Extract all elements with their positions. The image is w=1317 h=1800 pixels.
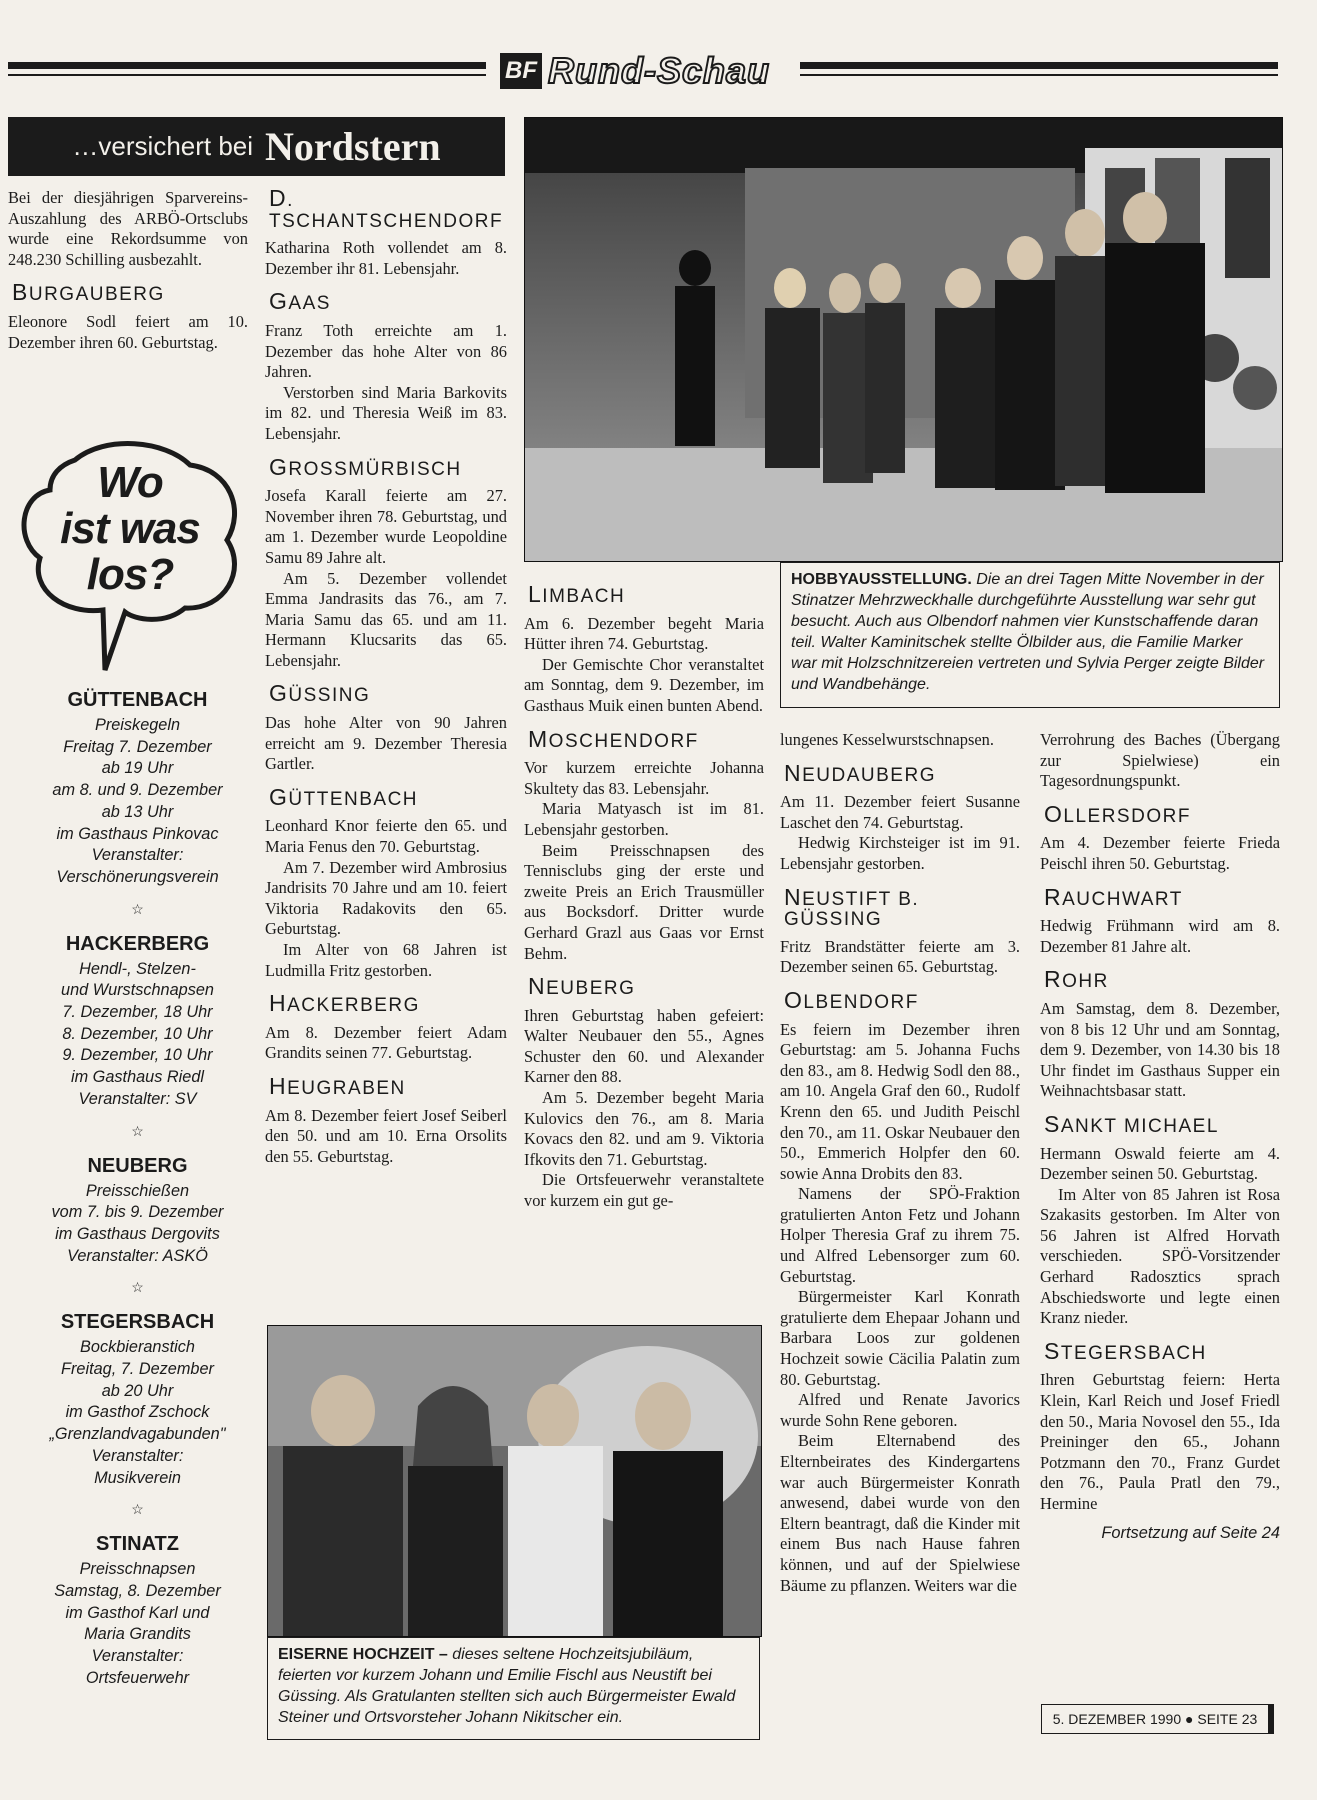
caption-exhibition-lead: HOBBYAUSSTELLUNG. <box>791 571 972 588</box>
paragraph: Der Gemischte Chor veranstaltet am Sonntag, dem 9. Dezember, im Gasthaus Muik einen bunten Abend. <box>524 654 764 715</box>
event-line: ab 20 Uhr <box>101 1381 174 1400</box>
bubble-line-3: los? <box>86 550 174 599</box>
events-column <box>15 685 260 1690</box>
event-line: Veranstalter: <box>91 1446 184 1465</box>
bf-logo: BF <box>500 53 542 89</box>
anniversary-photo <box>267 1325 762 1637</box>
paragraph: Josefa Karall feierte am 27. November ihren 78. Geburtstag, und am 1. Dezember wurde Leopoldine Samu 89 Jahre alt. <box>265 486 507 567</box>
paragraph: Am 5. Dezember vollendet Emma Jandrasits das 76., am 7. Maria Samu das 65. und am 11. Hermann Klucsarits das 65. Lebensjahr. <box>265 568 507 670</box>
star-separator-icon: ☆ <box>131 900 144 917</box>
paragraph: Am 4. Dezember feierte Frieda Peischl ihren 50. Geburtstag. <box>1040 833 1280 873</box>
place-heading-moschendorf: MOSCHENDORF <box>528 725 699 752</box>
nordstern-banner <box>8 117 505 176</box>
event-line: Maria Grandits <box>84 1625 191 1644</box>
event-line: am 8. und 9. Dezember <box>52 781 223 800</box>
anniversary-photo-art <box>268 1326 761 1636</box>
event-line: vom 7. bis 9. Dezember <box>51 1203 224 1222</box>
event-line: Freitag 7. Dezember <box>63 737 212 756</box>
event-line: Bockbieranstich <box>80 1338 195 1357</box>
paragraph: Es feiern im Dezember ihren Geburtstag: am 5. Johanna Fuchs den 83., am 8. Hedwig Sodl den 88., am 10. Angela Graf den 60., Rudolf Krenn den 65. und Judith Peischl den 70., am 11. Oskar Neubauer den 50., Emmerich Holpfer den 60. sowie Anna Drobits den 83. <box>780 1019 1020 1183</box>
exhibition-photo-art <box>525 118 1282 561</box>
place-heading-grossmurbisch: GROSSMÜRBISCH <box>269 453 462 480</box>
column-3 <box>524 570 764 1212</box>
column-4 <box>780 730 1020 1596</box>
caption-exhibition <box>780 562 1280 708</box>
place-heading-guttenbach: GÜTTENBACH <box>269 783 419 810</box>
caption-exhibition-text: Die an drei Tagen Mitte November in der Stinatzer Mehrzweckhalle durchgeführte Ausstellung war sehr gut besucht. Auch aus Olbendorf nahmen vier Kunstschaffende daran teil. Walter Kaminitschek stellte Ölbilder aus, die Familie Marker war mit Holzschnitzereien vertreten und Sylvia Perger zeigte Bilder und Wandbehänge. <box>791 571 1265 693</box>
footer-bullet-icon: ● <box>1185 1711 1194 1727</box>
event-line: im Gasthof Karl und <box>65 1603 210 1622</box>
place-heading-burgauberg: BURGAUBERG <box>12 279 165 306</box>
masthead-logo <box>500 50 790 92</box>
paragraph: Franz Toth erreichte am 1. Dezember das hohe Alter von 86 Jahren. <box>265 320 507 382</box>
paragraph: Vor kurzem erreichte Johanna Skultety das 83. Lebensjahr. <box>524 758 764 798</box>
paragraph: Die Ortsfeuerwehr veranstaltete vor kurzem ein gut ge- <box>524 1170 764 1211</box>
paragraph: Namens der SPÖ-Fraktion gratulierten Anton Fetz und Johann Holper Theresia Graf zu ihrem 75. und Alfred Lebensorger zum 60. Geburtstag. <box>780 1184 1020 1286</box>
event-place-stegersbach: STEGERSBACH <box>60 1311 215 1334</box>
continued-paragraph: lungenes Kesselwurstschnapsen. <box>780 730 994 749</box>
event-place-neuberg: NEUBERG <box>87 1154 188 1177</box>
event-line: 8. Dezember, 10 Uhr <box>62 1024 213 1043</box>
paragraph: Alfred und Renate Javorics wurde Sohn Rene geboren. <box>780 1390 1020 1430</box>
place-heading-stegersbach: STEGERSBACH <box>1044 1337 1207 1364</box>
paragraph: Am 6. Dezember begeht Maria Hütter ihren 74. Geburtstag. <box>524 613 764 654</box>
paragraph: Das hohe Alter von 90 Jahren erreicht am 9. Dezember Theresia Gartler. <box>265 713 507 774</box>
header-rule-right <box>800 62 1278 69</box>
banner-brand: Nordstern <box>265 124 441 169</box>
event-line: und Wurstschnapsen <box>61 981 214 1000</box>
caption-anniversary-text: dieses seltene Hochzeitsjubiläum, feierten vor kurzem Johann und Emilie Fischl aus Neustift bei Güssing. Als Gratulanten stellten sich auch Bürgermeister Ewald Steiner und Ortsvorsteher Johann Nikitscher ein. <box>278 1646 736 1726</box>
continued-note: Fortsetzung auf Seite 24 <box>1101 1523 1280 1542</box>
event-line: Veranstalter: SV <box>78 1089 197 1108</box>
place-heading-ollersdorf: OLLERSDORF <box>1044 800 1191 827</box>
footer-page: SEITE 23 <box>1197 1711 1258 1727</box>
banner-prefix: …versichert bei <box>72 131 254 161</box>
paragraph: Im Alter von 68 Jahren ist Ludmilla Fritz gestorben. <box>265 940 507 980</box>
rundschau-logo: Rund-Schau <box>548 50 770 91</box>
place-heading-rauchwart: RAUCHWART <box>1044 883 1183 910</box>
event-line: ab 19 Uhr <box>101 759 174 778</box>
paragraph: Leonhard Knor feierte den 65. und Maria Fenus den 70. Geburtstag. <box>265 816 507 857</box>
place-heading-neustift-b-gussing: NEUSTIFT B. GÜSSING <box>784 883 920 931</box>
caption-anniversary <box>267 1637 760 1740</box>
place-heading-limbach: LIMBACH <box>528 581 626 607</box>
paragraph: Am 8. Dezember feiert Josef Seiberl den 50. und am 10. Erna Orsolits den 55. Geburtstag. <box>265 1105 507 1166</box>
paragraph: Verstorben sind Maria Barkovits im 82. und Theresia Weiß im 83. Lebensjahr. <box>265 382 507 443</box>
paragraph: Beim Elternabend des Elternbeirates des Kindergartens war auch Bürgermeister Konrath anwesend, dabei wurde von den Eltern beantragt, daß die Kinder mit einem Bus nach Hause fahren können, und auf der Spielwiese Bäume zu pflanzen. Weiters war die <box>780 1431 1020 1595</box>
paragraph: Am 5. Dezember begeht Maria Kulovics den 76., am 8. Maria Kovacs den 82. und am 9. Viktoria Ifkovits den 71. Geburtstag. <box>524 1088 764 1169</box>
paragraph: Ihren Geburtstag haben gefeiert: Walter Neubauer den 55., Agnes Schuster den 60. und Alexander Karner den 88. <box>524 1005 764 1087</box>
header-rule-right-thin <box>800 74 1278 76</box>
paragraph: Am 8. Dezember feiert Adam Grandits seinen 77. Geburtstag. <box>265 1022 507 1063</box>
place-heading-hackerberg: HACKERBERG <box>269 990 420 1017</box>
event-line: im Gasthaus Dergovits <box>55 1224 220 1243</box>
page-footer <box>1041 1704 1274 1734</box>
star-separator-icon: ☆ <box>131 1501 144 1518</box>
event-line: Veranstalter: <box>91 846 184 865</box>
paragraph: Katharina Roth vollendet am 8. Dezember ihr 81. Lebensjahr. <box>265 238 507 278</box>
continued-paragraph: Verrohrung des Baches (Übergang zur Spielwiese) ein Tagesordnungspunkt. <box>1040 730 1280 791</box>
column-1 <box>8 188 248 353</box>
column-2 <box>265 185 507 1167</box>
caption-anniversary-lead: EISERNE HOCHZEIT – <box>278 1646 448 1663</box>
event-line: im Gasthaus Pinkovac <box>56 824 219 843</box>
intro-paragraph: Bei der diesjährigen Sparvereins-Auszahlung des ARBÖ-Ortsclubs wurde eine Rekordsumme von 248.230 Schilling ausbezahlt. <box>8 188 248 269</box>
place-heading-d-tschantschendorf: D. TSCHANTSCHENDORF <box>269 185 504 232</box>
event-line: „Grenzlandvagabunden" <box>49 1425 226 1444</box>
paragraph: Im Alter von 85 Jahren ist Rosa Szakasits gestorben. Im Alter von 56 Jahren ist Alfred Horvath verschieden. SPÖ-Vorsitzender Gerhard Radosztics sprach Abschiedsworte und legte einen Kranz nieder. <box>1040 1184 1280 1328</box>
paragraph: Am 7. Dezember wird Ambrosius Jandrisits 70 Jahre und am 10. feiert Viktoria Radakovits den 65. Geburtstag. <box>265 857 507 939</box>
place-heading-rohr: ROHR <box>1044 966 1109 993</box>
place-heading-neuberg: NEUBERG <box>528 973 636 1000</box>
event-line: Preisschießen <box>85 1181 190 1200</box>
event-line: Samstag, 8. Dezember <box>54 1581 221 1600</box>
paragraph: Hermann Oswald feierte am 4. Dezember seinen 50. Geburtstag. <box>1040 1143 1280 1184</box>
event-line: Hendl-, Stelzen- <box>79 959 196 978</box>
exhibition-photo <box>524 117 1283 562</box>
star-separator-icon: ☆ <box>131 1279 144 1296</box>
paragraph: Ihren Geburtstag feiern: Herta Klein, Karl Reich und Josef Friedl den 50., Maria Novosel den 55., Ida Preininger den 65., Johann Potzmann den 70., Franz Gurdet den 76., Paula Pratl den 79., Hermine <box>1040 1370 1280 1513</box>
place-heading-gaas: GAAS <box>269 288 331 315</box>
paragraph: Maria Matyasch ist im 81. Lebensjahr gestorben. <box>524 799 764 839</box>
paragraph: Fritz Brandstätter feierte am 3. Dezember seinen 65. Geburtstag. <box>780 936 1020 977</box>
event-line: Verschönerungsverein <box>56 867 219 886</box>
paragraph: Hedwig Kirchsteiger ist im 91. Lebensjahr gestorben. <box>780 833 1020 873</box>
event-line: Preiskegeln <box>94 716 181 734</box>
bubble-line-1: Wo <box>97 458 163 507</box>
event-line: Musikverein <box>94 1468 181 1487</box>
event-line: Ortsfeuerwehr <box>85 1668 190 1687</box>
event-line: 7. Dezember, 18 Uhr <box>62 1003 213 1022</box>
event-line: im Gasthaus Riedl <box>70 1068 205 1087</box>
column-5 <box>1040 730 1280 1543</box>
paragraph: Am Samstag, dem 8. Dezember, von 8 bis 12 Uhr und am Sonntag, dem 9. Dezember, von 14.30 bis 18 Uhr findet im Gasthaus Supper ein Weihnachtsbasar statt. <box>1040 998 1280 1101</box>
paragraph: Am 11. Dezember feiert Susanne Laschet den 74. Geburtstag. <box>780 792 1020 832</box>
paragraph: Bürgermeister Karl Konrath gratulierte dem Ehepaar Johann und Barbara Loos zur goldenen Hochzeit sowie Cäcilia Palatin zum 80. Geburtstag. <box>780 1287 1020 1389</box>
paragraph: Hedwig Frühmann wird am 8. Dezember 81 Jahre alt. <box>1040 916 1280 956</box>
event-line: ab 13 Uhr <box>101 802 174 821</box>
event-place-hackerberg: HACKERBERG <box>65 932 210 955</box>
paragraph: Eleonore Sodl feiert am 10. Dezember ihren 60. Geburtstag. <box>8 311 248 352</box>
star-separator-icon: ☆ <box>131 1122 144 1139</box>
event-place-guttenbach: GÜTTENBACH <box>67 689 208 711</box>
event-line: 9. Dezember, 10 Uhr <box>62 1046 213 1065</box>
header-rule-left <box>8 62 486 69</box>
event-line: Preisschnapsen <box>79 1560 196 1579</box>
event-line: Freitag, 7. Dezember <box>61 1360 214 1379</box>
footer-date: 5. DEZEMBER 1990 <box>1052 1711 1182 1727</box>
place-heading-heugraben: HEUGRABEN <box>269 1072 406 1099</box>
place-heading-olbendorf: OLBENDORF <box>784 986 919 1013</box>
bubble-line-2: ist was <box>60 504 200 553</box>
place-heading-gussing: GÜSSING <box>269 680 371 707</box>
event-line: im Gasthof Zschock <box>65 1403 210 1422</box>
paragraph: Beim Preisschnapsen des Tennisclubs ging der erste und zweite Preis an Erich Trausmüller aus Bocksdorf. Dritter wurde Gerhard Grazl aus Gaas vor Ernst Behm. <box>524 840 764 963</box>
place-heading-neudauberg: NEUDAUBERG <box>784 759 936 786</box>
place-heading-sankt-michael: SANKT MICHAEL <box>1044 1110 1219 1137</box>
event-line: Veranstalter: <box>91 1647 184 1666</box>
event-line: Veranstalter: ASKÖ <box>67 1246 208 1265</box>
bubble-headline <box>25 460 235 598</box>
header-rule-left-thin <box>8 74 486 76</box>
event-place-stinatz: STINATZ <box>96 1533 179 1556</box>
